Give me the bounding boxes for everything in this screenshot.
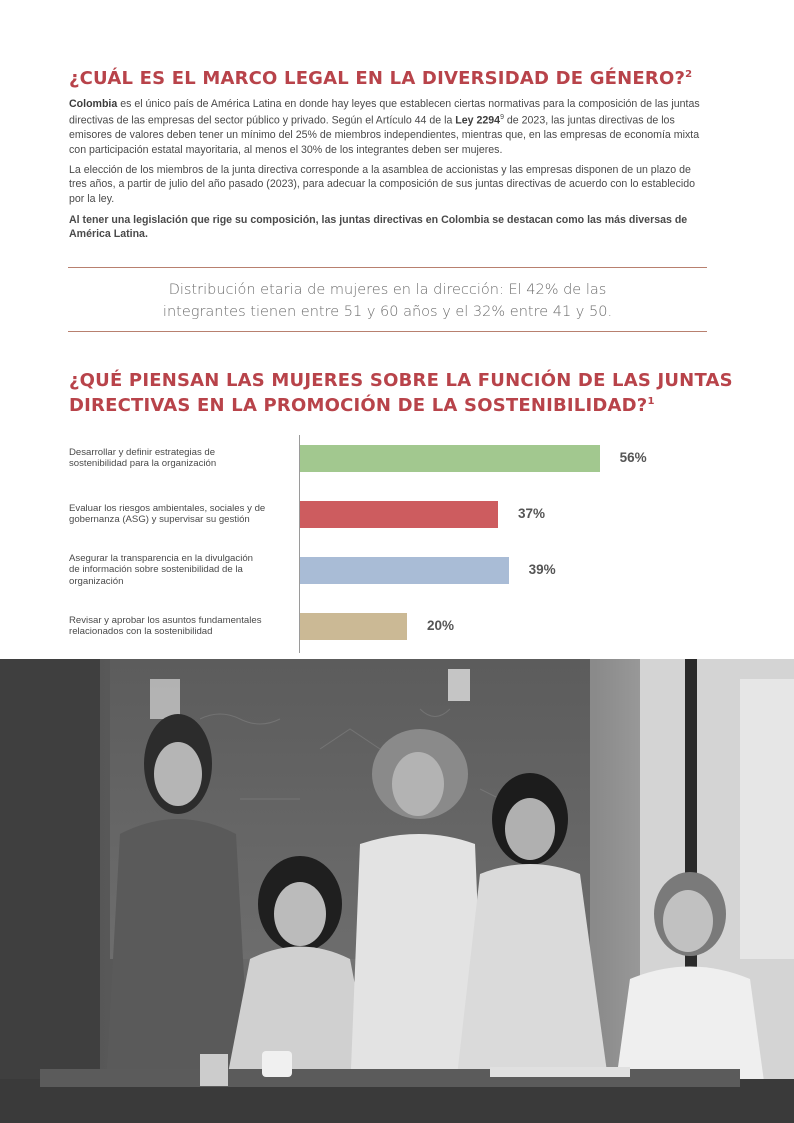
callout-line-2: integrantes tienen entre 51 y 60 años y el 32% entre 41 y 50.	[162, 304, 613, 320]
section-title-line-1: ¿QUÉ PIENSAN LAS MUJERES SOBRE LA FUNCIÓN DE LAS JUNTAS	[69, 370, 733, 391]
chart-value-label: 37%	[517, 506, 545, 521]
callout-age-distribution	[68, 279, 707, 323]
chart-category-label: Asegurar la transparencia en la divulgación de información sobre sostenibilidad de la organización	[69, 552, 253, 587]
paragraph-legal-1: Colombia es el único país de América Latina en donde hay leyes que establecen ciertas normativas para la composición de las juntas directivas de las empresas del sector público y privado. Según el Artículo 44 de la Ley 2294$^9$ de 2023, las juntas directivas de los emisores de valores deben tener un mínimo del 25% de miembros independientes, mientras que, en las empresas de economía mixta con participación estatal mayoritaria, al menos el 30% de los integrantes deben ser mujeres.	[69, 98, 700, 156]
chart-value-label: 20%	[427, 618, 455, 633]
group-photo	[0, 659, 794, 1123]
group-photo-icon	[0, 659, 794, 1123]
chart-bar	[300, 501, 498, 528]
section-title-line-2: DIRECTIVAS EN LA PROMOCIÓN DE LA SOSTENIBILIDAD?$^1$	[69, 395, 655, 416]
sustainability-bar-chart	[0, 430, 794, 660]
divider-bottom	[68, 331, 707, 332]
section-title-sustainability	[69, 370, 749, 416]
paragraph-legal-3: Al tener una legislación que rige su composición, las juntas directivas en Colombia se destacan como las más diversas de América Latina.	[69, 214, 688, 241]
chart-category-label: Revisar y aprobar los asuntos fundamentales relacionados con la sostenibilidad	[69, 614, 262, 637]
chart-value-label: 56%	[619, 450, 647, 465]
chart-bar	[300, 613, 407, 640]
callout-line-1: Distribución etaria de mujeres en la dirección: El 42% de las	[168, 282, 607, 298]
chart-value-label: 39%	[528, 562, 556, 577]
divider-top	[68, 267, 707, 268]
paragraph-legal-2: La elección de los miembros de la junta directiva corresponde a la asamblea de accionistas y las empresas disponen de un plazo de tres años, a partir de julio del año pasado (2023), para adecuar la composición de sus juntas directivas de acuerdo con lo establecido por la ley.	[69, 164, 695, 205]
section-title-legal-framework: ¿CUÁL ES EL MARCO LEGAL EN LA DIVERSIDAD DE GÉNERO?$^2$	[69, 68, 693, 89]
chart-bar	[300, 557, 509, 584]
chart-category-label: Desarrollar y definir estrategias de sostenibilidad para la organización	[69, 446, 217, 469]
chart-category-label: Evaluar los riesgos ambientales, sociales y de gobernanza (ASG) y supervisar su gestión	[69, 502, 266, 525]
chart-bar	[300, 445, 600, 472]
